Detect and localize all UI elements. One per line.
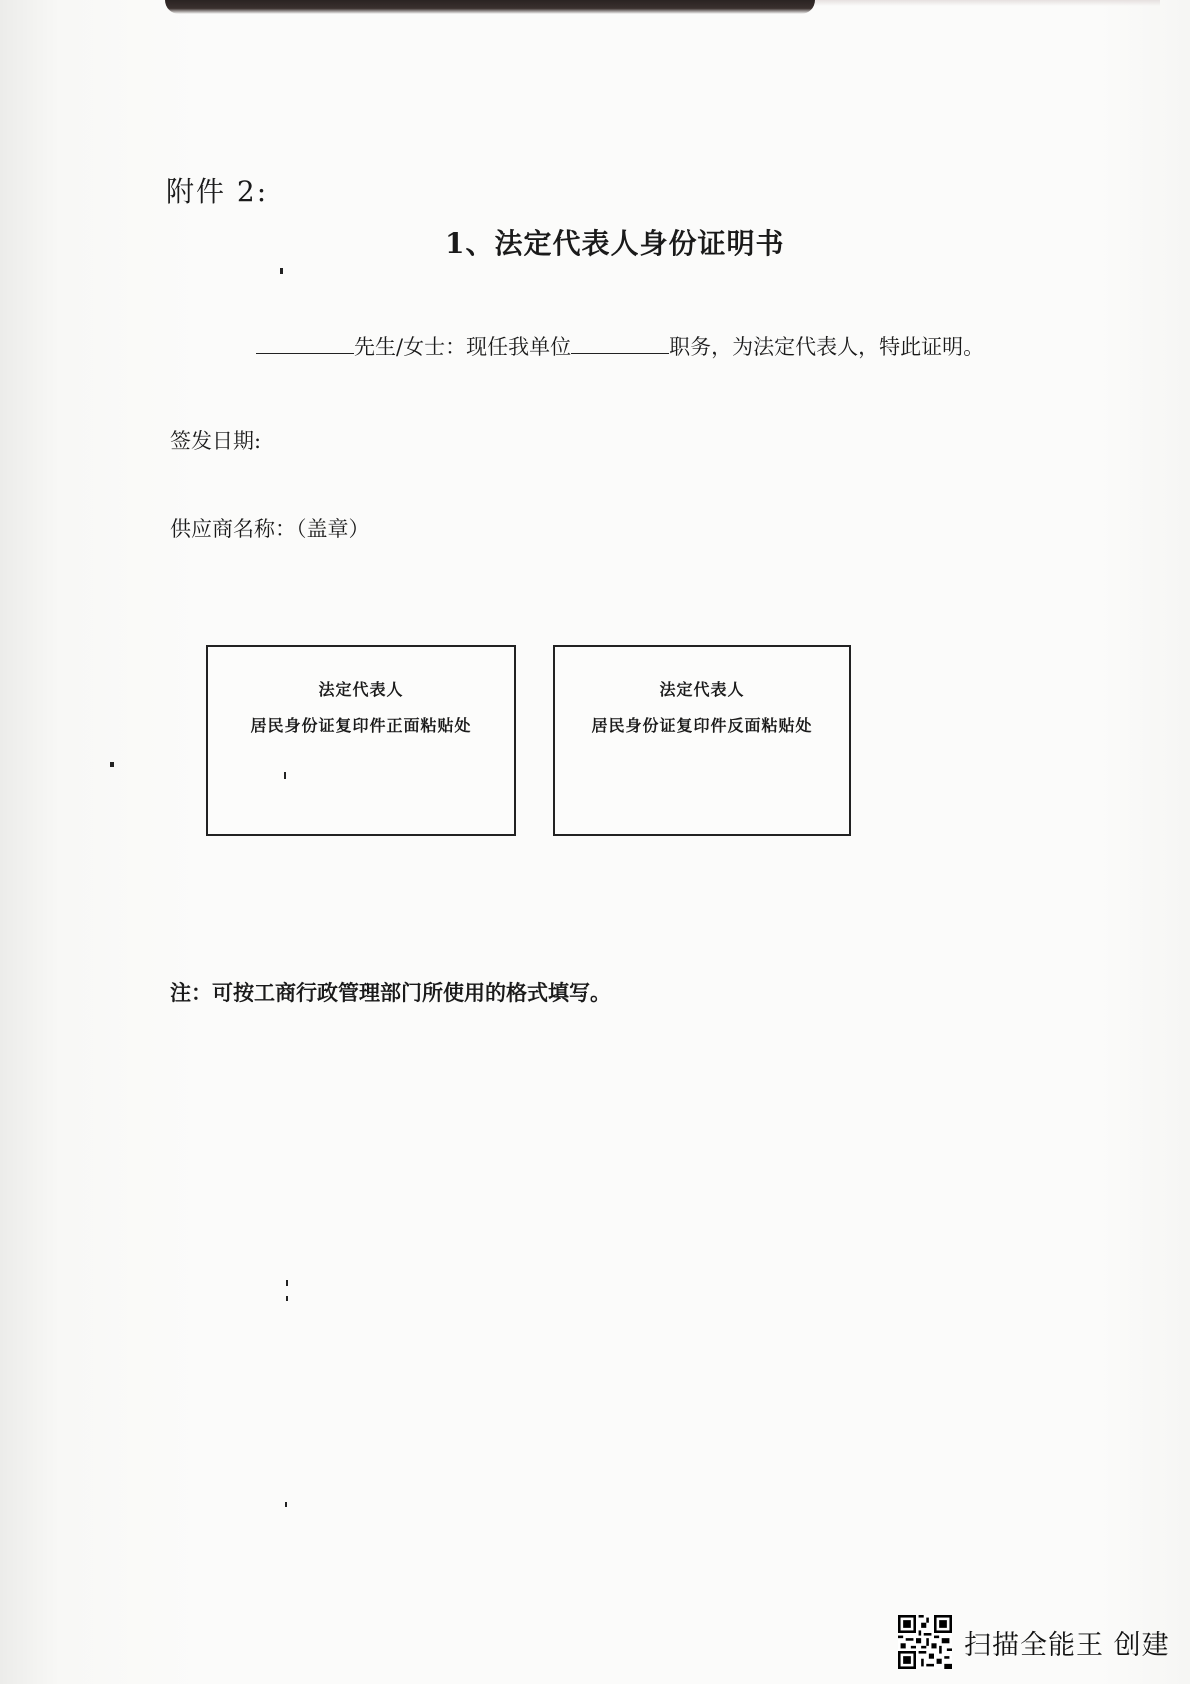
attachment-label: 附件 2: (166, 175, 269, 208)
name-blank (256, 335, 354, 354)
issue-date-label: 签发日期: (170, 429, 262, 453)
watermark-text: 扫描全能王 创建 (964, 1629, 1170, 1661)
scan-speck (286, 1296, 288, 1301)
id-front-line1: 法定代表人 (318, 680, 404, 699)
scan-speck (286, 1280, 288, 1286)
scan-shadow-top (165, 0, 815, 14)
supplier-label: 供应商名称：（盖章） (170, 517, 370, 541)
scan-speck (110, 762, 114, 767)
statement-line (256, 331, 984, 361)
scanner-watermark (898, 1615, 1170, 1669)
id-front-line2: 居民身份证复印件正面粘贴处 (250, 716, 472, 735)
id-back-line1: 法定代表人 (659, 680, 745, 699)
scan-speck (280, 268, 283, 274)
statement-part1: 先生/女士：现任我单位 (354, 335, 572, 359)
position-blank (571, 335, 669, 354)
id-back-paste-box (553, 645, 851, 836)
qr-code-icon (898, 1615, 952, 1669)
scan-shadow-top-right (815, 0, 1160, 6)
id-front-paste-box (206, 645, 516, 836)
scan-speck (284, 772, 286, 779)
statement-part2: 职务，为法定代表人，特此证明。 (669, 335, 985, 359)
scan-speck (285, 1502, 287, 1507)
id-back-line2: 居民身份证复印件反面粘贴处 (591, 716, 813, 735)
document-title: 1、法定代表人身份证明书 (445, 227, 785, 260)
note-text: 注：可按工商行政管理部门所使用的格式填写。 (170, 980, 611, 1005)
